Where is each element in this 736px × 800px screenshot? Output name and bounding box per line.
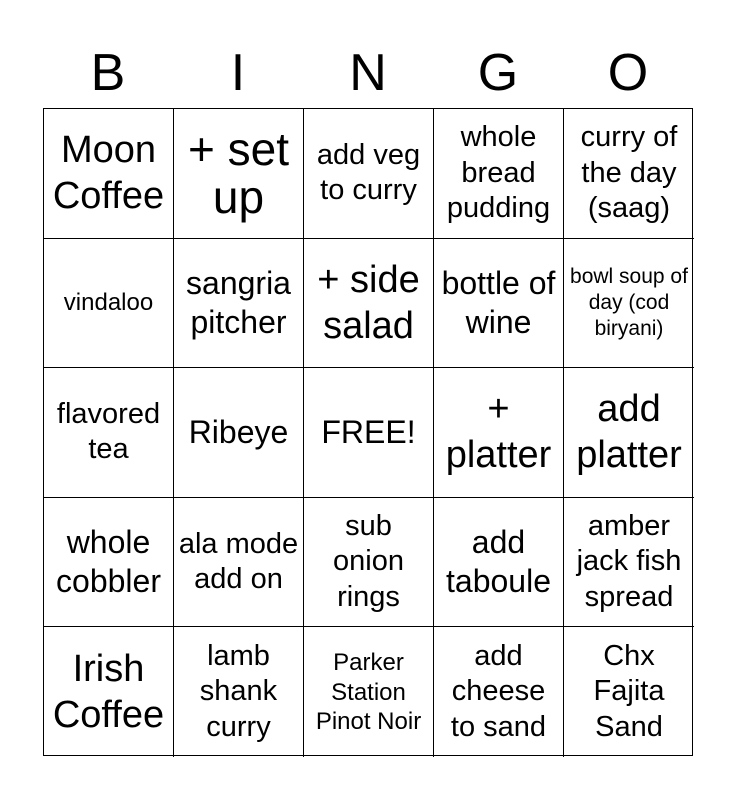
cell-text: Irish Coffee: [52, 647, 165, 737]
cell-text: + side salad: [317, 258, 420, 347]
cell-text: curry of the day (saag): [580, 121, 678, 224]
bingo-cell[interactable]: [44, 627, 174, 757]
cell-text: bowl soup of day (cod biryani): [570, 265, 688, 340]
cell-text: lamb shank curry: [199, 640, 278, 743]
cell-text: + platter: [445, 388, 552, 477]
bingo-cell[interactable]: [564, 239, 694, 369]
bingo-cell[interactable]: [44, 109, 174, 239]
bingo-cell[interactable]: [304, 109, 434, 239]
bingo-cell[interactable]: [564, 498, 694, 628]
cell-text: add taboule: [446, 524, 551, 600]
cell-text: vindaloo: [63, 289, 154, 317]
bingo-header: [43, 42, 693, 104]
bingo-cell[interactable]: [44, 498, 174, 628]
bingo-cell[interactable]: [304, 498, 434, 628]
cell-text: Ribeye: [188, 413, 289, 450]
cell-text: add veg to curry: [316, 138, 421, 207]
bingo-cell[interactable]: [304, 627, 434, 757]
cell-text: sangria pitcher: [186, 264, 291, 340]
bingo-cell[interactable]: [434, 239, 564, 369]
bingo-cell[interactable]: [434, 498, 564, 628]
cell-text: + set up: [187, 123, 289, 224]
cell-text: whole cobbler: [56, 524, 161, 600]
bingo-board: [43, 108, 693, 756]
cell-text: add cheese to sand: [450, 640, 547, 743]
cell-text: flavored tea: [56, 398, 161, 466]
bingo-cell[interactable]: [174, 239, 304, 369]
bingo-cell[interactable]: [434, 368, 564, 498]
bingo-cell[interactable]: [44, 239, 174, 369]
bingo-cell[interactable]: [44, 368, 174, 498]
bingo-cell[interactable]: [174, 498, 304, 628]
cell-text: whole bread pudding: [446, 121, 551, 224]
cell-text: Parker Station Pinot Noir: [315, 649, 422, 735]
header-letter-g: G: [477, 44, 519, 102]
bingo-cell[interactable]: [564, 109, 694, 239]
header-letter-o: O: [607, 44, 649, 102]
cell-text: Chx Fajita Sand: [593, 640, 665, 743]
cell-text: add platter: [576, 388, 682, 477]
bingo-cell[interactable]: [174, 627, 304, 757]
cell-text: sub onion rings: [333, 510, 404, 613]
bingo-cell[interactable]: [564, 368, 694, 498]
bingo-cell[interactable]: [434, 627, 564, 757]
header-letter-b: B: [90, 44, 126, 102]
cell-text: amber jack fish spread: [576, 510, 682, 613]
header-letter-i: I: [230, 44, 246, 102]
bingo-cell[interactable]: [434, 109, 564, 239]
bingo-cell[interactable]: [174, 368, 304, 498]
cell-text: ala mode add on: [178, 527, 299, 596]
cell-text: bottle of wine: [441, 264, 556, 340]
bingo-cell[interactable]: [174, 109, 304, 239]
cell-text: Moon Coffee: [52, 128, 165, 218]
bingo-cell[interactable]: [564, 627, 694, 757]
cell-text: FREE!: [321, 413, 416, 450]
bingo-cell[interactable]: [304, 368, 434, 498]
header-letter-n: N: [349, 44, 387, 102]
bingo-cell[interactable]: [304, 239, 434, 369]
